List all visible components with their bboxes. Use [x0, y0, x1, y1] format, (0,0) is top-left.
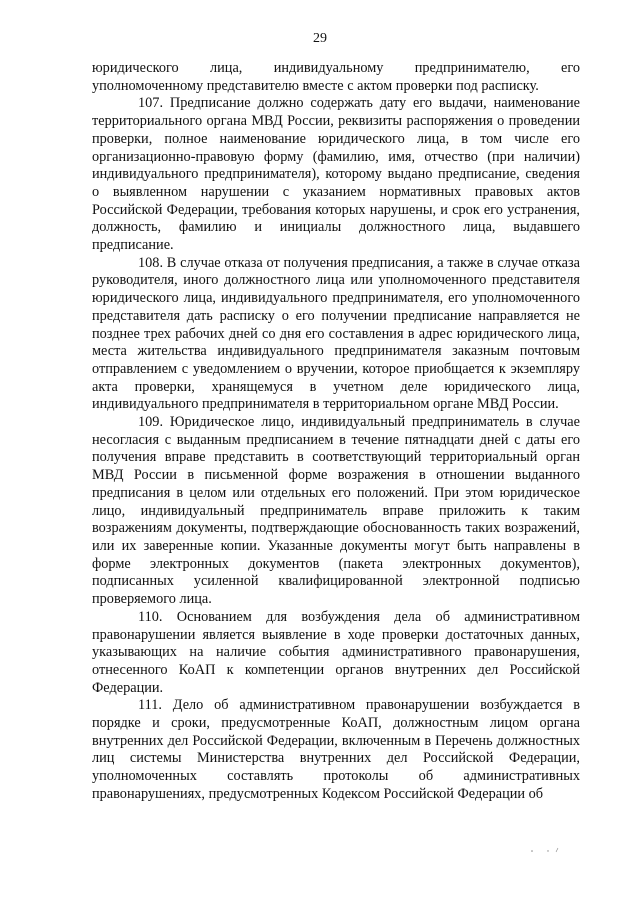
paragraph-111: 111. Дело об административном правонарушении возбуждается в порядке и сроки, предусмотренные КоАП, должностным лицом органа внутренних дел Российской Федерации, включенным в Перечень должностных лиц системы Министерства внутренних дел Российской Федерации, уполномоченных составлять протоколы об административных правонарушениях, предусмотренных Кодексом Российской Федерации об: [92, 697, 580, 802]
scan-mark-icon: [530, 847, 560, 853]
paragraph-107: 107. Предписание должно содержать дату его выдачи, наименование территориального органа МВД России, реквизиты распоряжения о проведении проверки, полное наименование юридического лица, в том числе его организационно-правовую форму (фамилию, имя, отчество (при наличии) индивидуального предпринимателя), которому выдано предписание, сведения о выявленном нарушении с указанием нормативных правовых актов Российской Федерации, требования которых нарушены, и срок его устранения, должность, фамилию и инициалы должностного лица, выдавшего предписание.: [92, 95, 580, 254]
paragraph-continuation: юридического лица, индивидуальному предпринимателю, его уполномоченному представителю вместе с актом проверки под расписку.: [92, 60, 580, 94]
paragraph-108: 108. В случае отказа от получения предписания, а также в случае отказа руководителя, иного должностного лица или уполномоченного представителя юридического лица, индивидуального предпринимателя, его уполномоченного представителя дать расписку о его получении предписание направляется не позднее трех рабочих дней со дня его составления в адрес юридического лица, места жительства индивидуального предпринимателя заказным почтовым отправлением с уведомлением о вручении, которое приобщается к экземпляру акта проверки, хранящемуся в учетном деле юридического лица, индивидуального предпринимателя в территориальном органе МВД России.: [92, 254, 580, 413]
page-number: 29: [313, 31, 327, 46]
paragraph-110: 110. Основанием для возбуждения дела об административном правонарушении является выявление в ходе проверки достаточных данных, указывающих на наличие события административного правонарушения, отнесенного КоАП к компетенции органов внутренних дел Российской Федерации.: [92, 608, 580, 696]
paragraph-109: 109. Юридическое лицо, индивидуальный предприниматель в случае несогласия с выданным предписанием в течение пятнадцати дней с даты его получения вправе представить в соответствующий территориальный орган МВД России в письменной форме возражения в отношении выданного предписания в целом или отдельных его положений. При этом юридическое лицо, индивидуальный предприниматель вправе приложить к таким возражениям документы, подтверждающие обоснованность таких возражений, или их заверенные копии. Указанные документы могут быть направлены в форме электронных документов (пакета электронных документов), подписанных усиленной квалифицированной электронной подписью проверяемого лица.: [92, 414, 580, 608]
